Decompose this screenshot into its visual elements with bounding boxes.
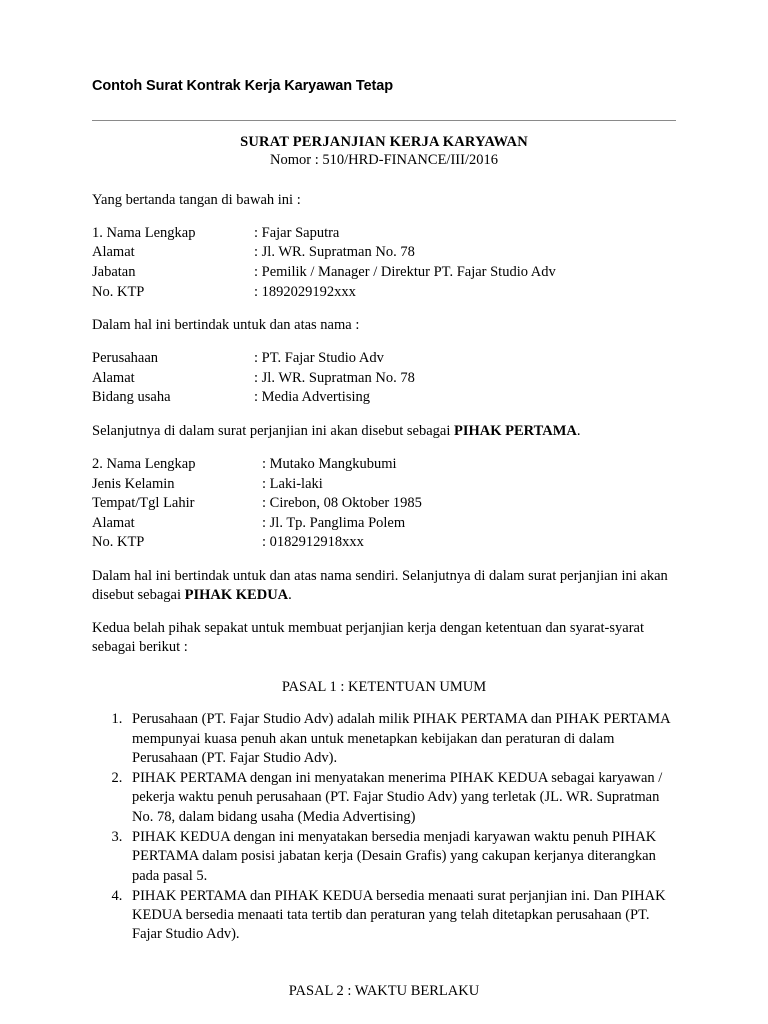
company-details [92,349,676,408]
detail-row [92,263,676,283]
first-party-label: PIHAK PERTAMA [454,422,577,439]
detail-row [92,388,676,408]
detail-label: Alamat [92,514,135,531]
second-party-designation [92,567,676,605]
title-block [92,133,676,171]
pasal-2-title: PASAL 2 : WAKTU BERLAKU [288,982,480,999]
detail-label: Tempat/Tgl Lahir [92,495,195,512]
second-party-label: PIHAK KEDUA [184,586,289,603]
first-party-designation [92,422,676,441]
detail-value: : Jl. WR. Supratman No. 78 [254,369,415,386]
detail-row [92,475,676,495]
detail-value: : Mutako Mangkubumi [262,456,397,472]
detail-label: No. KTP [92,283,145,300]
document-title: SURAT PERJANJIAN KERJA KARYAWAN [240,134,528,150]
detail-label: Jenis Kelamin [92,475,175,492]
detail-label: Alamat [92,244,135,261]
detail-row [92,494,676,514]
detail-value: : Pemilik / Manager / Direktur PT. Fajar Studio Adv [254,263,556,280]
detail-label: Jabatan [92,263,136,280]
detail-label: No. KTP [92,534,145,551]
detail-value: : PT. Fajar Studio Adv [254,350,384,367]
detail-row [92,514,676,534]
party-two-details [92,455,676,553]
detail-row [92,455,676,475]
detail-label: 1. Nama Lengkap [92,224,196,241]
detail-row [92,224,676,244]
detail-label: Perusahaan [92,350,159,367]
first-party-text-post: . [576,422,581,439]
first-party-text-pre: Selanjutnya di dalam surat perjanjian ini akan disebut sebagai [92,422,454,439]
detail-row [92,349,676,369]
detail-row [92,533,676,553]
party-one-details [92,224,676,302]
detail-row [92,243,676,263]
detail-value: : 0182912918xxx [262,534,364,551]
pasal-1-title: PASAL 1 : KETENTUAN UMUM [281,679,487,696]
detail-row [92,283,676,303]
intro-line: Yang bertanda tangan di bawah ini : [92,191,301,208]
detail-value: : Media Advertising [254,389,370,406]
second-party-text-pre: Dalam hal ini bertindak untuk dan atas nama sendiri. Selanjutnya di dalam surat perjanjian ini akan disebut sebagai [92,567,668,603]
detail-value: : Jl. WR. Supratman No. 78 [254,244,415,261]
list-item: 1. Perusahaan (PT. Fajar Studio Adv) adalah milik PIHAK PERTAMA dan PIHAK PERTAMA mempunyai kuasa penuh akan untuk menetapkan kebijakan dan peraturan di dalam Perusahaan (PT. Fajar Studio Adv). [126,710,676,768]
detail-row [92,369,676,389]
list-item: 3. PIHAK KEDUA dengan ini menyatakan bersedia menjadi karyawan waktu penuh PIHAK PERTAMA dalam posisi jabatan kerja (Desain Grafis) yang cakupan kerjanya diterangkan pada pasal 5. [126,828,676,886]
agreement-line: Kedua belah pihak sepakat untuk membuat perjanjian kerja dengan ketentuan dan syarat-syarat sebagai berikut : [92,620,644,656]
detail-label: Bidang usaha [92,389,171,406]
horizontal-divider [92,120,676,121]
detail-value: : Cirebon, 08 Oktober 1985 [262,495,422,512]
detail-value: : 1892029192xxx [254,283,356,300]
detail-value: : Jl. Tp. Panglima Polem [262,514,406,531]
detail-label: Alamat [92,369,135,386]
document-number: Nomor : 510/HRD-FINANCE/III/2016 [270,152,498,169]
page-title: Contoh Surat Kontrak Kerja Karyawan Tetap [92,78,393,94]
list-item: 4. PIHAK PERTAMA dan PIHAK KEDUA bersedia menaati surat perjanjian ini. Dan PIHAK KEDUA bersedia menaati tata tertib dan peraturan yang telah ditetapkan perusahaan (PT. Fajar Studio Adv). [126,887,676,945]
pasal-1-list [92,710,676,944]
second-party-text-post: . [288,586,292,603]
acting-for-line: Dalam hal ini bertindak untuk dan atas nama : [92,317,360,334]
detail-label: 2. Nama Lengkap [92,456,196,472]
list-item: 2. PIHAK PERTAMA dengan ini menyatakan menerima PIHAK KEDUA sebagai karyawan / pekerja waktu penuh perusahaan (PT. Fajar Studio Adv) yang terletak (JL. WR. Supratman No. 78, dalam bidang usaha (Media Advertising) [126,769,676,827]
detail-value: : Fajar Saputra [254,224,340,241]
detail-value: : Laki-laki [262,475,323,492]
